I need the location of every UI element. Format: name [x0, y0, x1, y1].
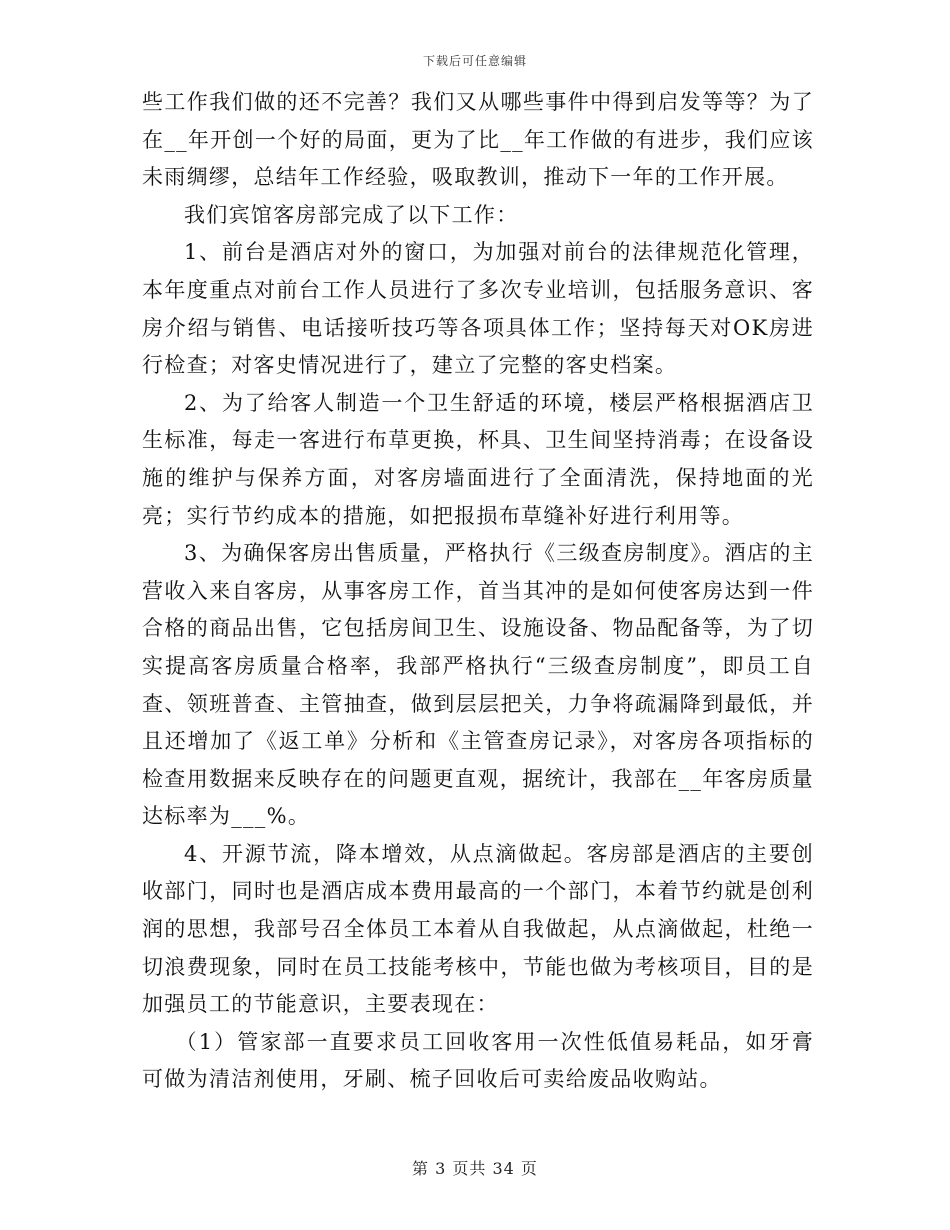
paragraph-item-3: 3、为确保客房出售质量，严格执行《三级查房制度》。酒店的主营收入来自客房，从事客房工作，首当其冲的是如何使客房达到一件合格的商品出售，它包括房间卫生、设施设备、物品配备等，为了切实提高客房质量合格率，我部严格执行“三级查房制度”，即员工自查、领班普查、主管抽查，做到层层把关，力争将疏漏降到最低，并且还增加了《返工单》分析和《主管查房记录》，对客房各项指标的检查用数据来反映存在的问题更直观，据统计，我部在__年客房质量达标率为___%。 [142, 541, 814, 829]
page-footer: 第 3 页共 34 页 [412, 1159, 538, 1178]
paragraph-item-1: 1、前台是酒店对外的窗口，为加强对前台的法律规范化管理，本年度重点对前台工作人员进行了多次专业培训，包括服务意识、客房介绍与销售、电话接听技巧等各项具体工作；坚持每天对OK房进行检查；对客史情况进行了，建立了完整的客史档案。 [142, 240, 814, 378]
paragraph-intro: 我们宾馆客房部完成了以下工作： [184, 202, 519, 227]
paragraph-continuation: 些工作我们做的还不完善？我们又从哪些事件中得到启发等等？为了在__年开创一个好的局面，更为了比__年工作做的有进步，我们应该未雨绸缪，总结年工作经验，吸取教训，推动下一年的工作开展。 [142, 90, 814, 190]
document-body [142, 84, 814, 1099]
paragraph-item-4: 4、开源节流，降本增效，从点滴做起。客房部是酒店的主要创收部门，同时也是酒店成本费用最高的一个部门，本着节约就是创利润的思想，我部号召全体员工本着从自我做起，从点滴做起，杜绝一切浪费现象，同时在员工技能考核中，节能也做为考核项目，目的是加强员工的节能意识，主要表现在： [142, 841, 814, 1017]
paragraph-subitem-1: （1）管家部一直要求员工回收客用一次性低值易耗品，如牙膏可做为清洁剂使用，牙刷、梳子回收后可卖给废品收购站。 [142, 1029, 814, 1092]
page-header: 下载后可任意编辑 [422, 54, 527, 68]
paragraph-item-2: 2、为了给客人制造一个卫生舒适的环境，楼层严格根据酒店卫生标准，每走一客进行布草更换，杯具、卫生间坚持消毒；在设备设施的维护与保养方面，对客房墙面进行了全面清洗，保持地面的光亮；实行节约成本的措施，如把报损布草缝补好进行利用等。 [142, 390, 814, 528]
